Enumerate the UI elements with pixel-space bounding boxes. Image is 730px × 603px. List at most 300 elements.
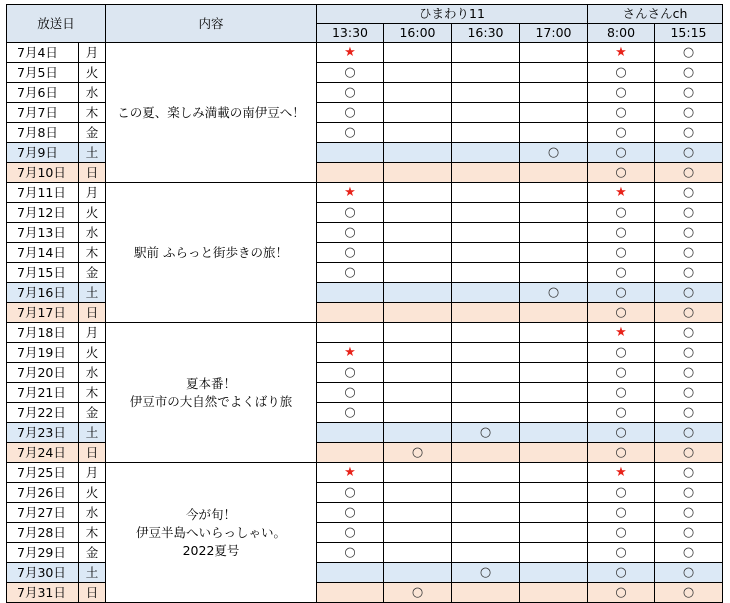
cell-slot: [317, 243, 384, 263]
cell-slot: [520, 103, 588, 123]
circle-mark-icon: ○: [344, 125, 356, 140]
cell-slot: [520, 403, 588, 423]
circle-mark-icon: ○: [479, 565, 492, 580]
cell-day-of-week: 水: [79, 503, 106, 523]
circle-mark-icon: ○: [615, 345, 627, 360]
circle-mark-icon: ○: [682, 85, 695, 100]
circle-mark-icon: ○: [682, 565, 695, 580]
cell-slot: [588, 343, 655, 363]
cell-slot: [317, 343, 384, 363]
cell-day-of-week: 土: [79, 563, 106, 583]
cell-slot: [588, 123, 655, 143]
header-time: 17:00: [520, 24, 588, 43]
cell-day-of-week: 水: [79, 83, 106, 103]
circle-mark-icon: ○: [615, 285, 627, 300]
cell-slot: [520, 363, 588, 383]
cell-slot: [588, 163, 655, 183]
cell-slot: [384, 163, 452, 183]
circle-mark-icon: ○: [615, 145, 627, 160]
cell-slot: [520, 63, 588, 83]
cell-slot: [588, 203, 655, 223]
cell-day-of-week: 木: [79, 383, 106, 403]
circle-mark-icon: ○: [682, 185, 695, 200]
cell-date: 7月9日: [7, 143, 79, 163]
cell-slot: [520, 383, 588, 403]
cell-slot: [655, 463, 723, 483]
cell-slot: [317, 483, 384, 503]
cell-slot: [588, 563, 655, 583]
cell-slot: [452, 503, 520, 523]
circle-mark-icon: ○: [344, 365, 356, 380]
star-mark-icon: ★: [615, 465, 627, 480]
header-time: 13:30: [317, 24, 384, 43]
circle-mark-icon: ○: [344, 485, 356, 500]
cell-slot: [520, 423, 588, 443]
circle-mark-icon: ○: [615, 125, 627, 140]
cell-slot: [384, 63, 452, 83]
cell-slot: [520, 143, 588, 163]
cell-day-of-week: 木: [79, 523, 106, 543]
cell-content-title: 夏本番！ 伊豆市の大自然でよくばり旅: [106, 323, 317, 463]
cell-slot: [384, 283, 452, 303]
cell-slot: [317, 263, 384, 283]
circle-mark-icon: ○: [682, 105, 695, 120]
table-row: [7, 323, 723, 343]
cell-slot: [588, 103, 655, 123]
cell-slot: [452, 43, 520, 63]
circle-mark-icon: ○: [615, 245, 627, 260]
cell-content-title: 駅前 ふらっと街歩きの旅！: [106, 183, 317, 323]
cell-slot: [655, 543, 723, 563]
cell-date: 7月23日: [7, 423, 79, 443]
cell-slot: [317, 463, 384, 483]
cell-slot: [384, 523, 452, 543]
cell-day-of-week: 火: [79, 483, 106, 503]
cell-slot: [384, 263, 452, 283]
header-time: 16:30: [452, 24, 520, 43]
cell-date: 7月14日: [7, 243, 79, 263]
cell-date: 7月30日: [7, 563, 79, 583]
circle-mark-icon: ○: [615, 485, 627, 500]
cell-day-of-week: 火: [79, 343, 106, 363]
cell-slot: [384, 143, 452, 163]
cell-slot: [655, 83, 723, 103]
cell-slot: [655, 283, 723, 303]
cell-slot: [520, 83, 588, 103]
cell-slot: [384, 383, 452, 403]
cell-slot: [655, 323, 723, 343]
cell-slot: [452, 443, 520, 463]
circle-mark-icon: ○: [344, 65, 356, 80]
circle-mark-icon: ○: [344, 545, 356, 560]
cell-slot: [588, 543, 655, 563]
cell-slot: [520, 583, 588, 603]
cell-day-of-week: 水: [79, 363, 106, 383]
cell-slot: [655, 523, 723, 543]
circle-mark-icon: ○: [615, 225, 627, 240]
cell-date: 7月25日: [7, 463, 79, 483]
cell-slot: [655, 303, 723, 323]
circle-mark-icon: ○: [682, 485, 695, 500]
cell-slot: [588, 183, 655, 203]
cell-slot: [452, 303, 520, 323]
cell-slot: [384, 323, 452, 343]
cell-date: 7月22日: [7, 403, 79, 423]
cell-slot: [520, 563, 588, 583]
circle-mark-icon: ○: [682, 545, 695, 560]
cell-slot: [520, 263, 588, 283]
circle-mark-icon: ○: [615, 505, 627, 520]
cell-slot: [655, 223, 723, 243]
cell-slot: [520, 223, 588, 243]
circle-mark-icon: ○: [344, 225, 356, 240]
cell-slot: [588, 63, 655, 83]
cell-slot: [317, 283, 384, 303]
cell-day-of-week: 土: [79, 423, 106, 443]
circle-mark-icon: ○: [682, 265, 695, 280]
cell-slot: [384, 543, 452, 563]
star-mark-icon: ★: [615, 185, 627, 200]
table-header: [7, 5, 723, 43]
cell-slot: [452, 263, 520, 283]
cell-slot: [520, 123, 588, 143]
cell-slot: [655, 403, 723, 423]
circle-mark-icon: ○: [682, 285, 695, 300]
cell-day-of-week: 土: [79, 143, 106, 163]
cell-slot: [452, 183, 520, 203]
cell-day-of-week: 月: [79, 183, 106, 203]
cell-date: 7月15日: [7, 263, 79, 283]
cell-slot: [317, 323, 384, 343]
cell-date: 7月27日: [7, 503, 79, 523]
circle-mark-icon: ○: [682, 505, 695, 520]
cell-slot: [588, 303, 655, 323]
cell-slot: [317, 83, 384, 103]
cell-day-of-week: 火: [79, 63, 106, 83]
cell-slot: [655, 103, 723, 123]
cell-slot: [317, 503, 384, 523]
cell-slot: [384, 303, 452, 323]
cell-slot: [655, 143, 723, 163]
cell-day-of-week: 月: [79, 463, 106, 483]
cell-slot: [452, 343, 520, 363]
header-content: 内容: [106, 5, 317, 43]
cell-slot: [520, 523, 588, 543]
cell-slot: [384, 403, 452, 423]
circle-mark-icon: ○: [682, 305, 695, 320]
circle-mark-icon: ○: [344, 385, 356, 400]
cell-slot: [452, 123, 520, 143]
cell-slot: [452, 583, 520, 603]
cell-slot: [655, 183, 723, 203]
circle-mark-icon: ○: [682, 585, 695, 600]
schedule-wrapper: [6, 4, 723, 603]
circle-mark-icon: ○: [615, 65, 627, 80]
cell-content-title: 今が旬！ 伊豆半島へいらっしゃい。 2022夏号: [106, 463, 317, 603]
circle-mark-icon: ○: [682, 385, 695, 400]
cell-slot: [384, 203, 452, 223]
cell-slot: [588, 263, 655, 283]
star-mark-icon: ★: [344, 45, 356, 60]
cell-slot: [384, 423, 452, 443]
cell-day-of-week: 木: [79, 243, 106, 263]
cell-slot: [317, 43, 384, 63]
circle-mark-icon: ○: [615, 265, 627, 280]
cell-slot: [520, 463, 588, 483]
cell-slot: [384, 583, 452, 603]
circle-mark-icon: ○: [615, 525, 627, 540]
cell-date: 7月20日: [7, 363, 79, 383]
cell-slot: [655, 423, 723, 443]
circle-mark-icon: ○: [344, 525, 356, 540]
cell-slot: [452, 543, 520, 563]
circle-mark-icon: ○: [615, 405, 627, 420]
cell-slot: [520, 283, 588, 303]
cell-slot: [588, 443, 655, 463]
star-mark-icon: ★: [615, 45, 627, 60]
cell-date: 7月24日: [7, 443, 79, 463]
circle-mark-icon: ○: [682, 165, 695, 180]
circle-mark-icon: ○: [411, 445, 424, 460]
cell-slot: [317, 363, 384, 383]
cell-slot: [452, 463, 520, 483]
cell-slot: [384, 43, 452, 63]
cell-slot: [588, 463, 655, 483]
cell-slot: [452, 403, 520, 423]
cell-slot: [588, 423, 655, 443]
cell-date: 7月29日: [7, 543, 79, 563]
cell-slot: [452, 283, 520, 303]
cell-slot: [452, 223, 520, 243]
circle-mark-icon: ○: [547, 145, 560, 160]
circle-mark-icon: ○: [615, 205, 627, 220]
circle-mark-icon: ○: [615, 545, 627, 560]
cell-slot: [384, 103, 452, 123]
cell-slot: [588, 503, 655, 523]
cell-slot: [588, 583, 655, 603]
cell-slot: [384, 183, 452, 203]
cell-slot: [317, 523, 384, 543]
circle-mark-icon: ○: [682, 465, 695, 480]
circle-mark-icon: ○: [682, 345, 695, 360]
cell-slot: [520, 183, 588, 203]
cell-slot: [384, 503, 452, 523]
star-mark-icon: ★: [344, 345, 356, 360]
circle-mark-icon: ○: [682, 125, 695, 140]
circle-mark-icon: ○: [344, 245, 356, 260]
cell-slot: [655, 383, 723, 403]
cell-slot: [317, 63, 384, 83]
cell-slot: [520, 343, 588, 363]
cell-slot: [452, 483, 520, 503]
cell-slot: [520, 43, 588, 63]
cell-slot: [588, 223, 655, 243]
cell-day-of-week: 日: [79, 443, 106, 463]
header-time: 16:00: [384, 24, 452, 43]
circle-mark-icon: ○: [411, 585, 424, 600]
cell-slot: [655, 503, 723, 523]
table-row: [7, 463, 723, 483]
cell-date: 7月8日: [7, 123, 79, 143]
circle-mark-icon: ○: [615, 365, 627, 380]
cell-slot: [452, 163, 520, 183]
cell-slot: [452, 363, 520, 383]
cell-date: 7月31日: [7, 583, 79, 603]
cell-slot: [317, 303, 384, 323]
cell-day-of-week: 月: [79, 323, 106, 343]
circle-mark-icon: ○: [682, 365, 695, 380]
cell-slot: [384, 343, 452, 363]
cell-date: 7月7日: [7, 103, 79, 123]
cell-slot: [655, 123, 723, 143]
cell-date: 7月11日: [7, 183, 79, 203]
cell-date: 7月5日: [7, 63, 79, 83]
star-mark-icon: ★: [615, 325, 627, 340]
circle-mark-icon: ○: [479, 425, 492, 440]
cell-day-of-week: 金: [79, 263, 106, 283]
cell-slot: [588, 523, 655, 543]
cell-slot: [588, 383, 655, 403]
circle-mark-icon: ○: [615, 445, 627, 460]
cell-slot: [317, 183, 384, 203]
circle-mark-icon: ○: [615, 565, 627, 580]
circle-mark-icon: ○: [682, 245, 695, 260]
cell-slot: [520, 543, 588, 563]
cell-slot: [520, 163, 588, 183]
cell-day-of-week: 金: [79, 543, 106, 563]
cell-slot: [588, 283, 655, 303]
header-channel-sansan: さんさんch: [588, 5, 723, 24]
circle-mark-icon: ○: [615, 165, 627, 180]
circle-mark-icon: ○: [615, 85, 627, 100]
circle-mark-icon: ○: [682, 325, 695, 340]
cell-day-of-week: 火: [79, 203, 106, 223]
table-row: [7, 43, 723, 63]
circle-mark-icon: ○: [344, 105, 356, 120]
cell-slot: [520, 323, 588, 343]
cell-slot: [317, 543, 384, 563]
cell-slot: [520, 303, 588, 323]
cell-date: 7月18日: [7, 323, 79, 343]
cell-slot: [655, 363, 723, 383]
cell-date: 7月26日: [7, 483, 79, 503]
cell-slot: [452, 83, 520, 103]
circle-mark-icon: ○: [615, 305, 627, 320]
cell-slot: [317, 583, 384, 603]
cell-slot: [588, 323, 655, 343]
cell-slot: [588, 43, 655, 63]
broadcast-schedule-table: [6, 4, 723, 603]
cell-slot: [520, 243, 588, 263]
cell-slot: [520, 443, 588, 463]
cell-slot: [452, 383, 520, 403]
circle-mark-icon: ○: [615, 425, 627, 440]
header-time: 15:15: [655, 24, 723, 43]
cell-day-of-week: 日: [79, 163, 106, 183]
circle-mark-icon: ○: [682, 225, 695, 240]
circle-mark-icon: ○: [344, 265, 356, 280]
circle-mark-icon: ○: [682, 445, 695, 460]
cell-date: 7月10日: [7, 163, 79, 183]
cell-slot: [384, 363, 452, 383]
cell-slot: [384, 123, 452, 143]
cell-slot: [588, 143, 655, 163]
cell-slot: [317, 203, 384, 223]
circle-mark-icon: ○: [344, 85, 356, 100]
cell-slot: [452, 143, 520, 163]
cell-slot: [317, 423, 384, 443]
cell-date: 7月17日: [7, 303, 79, 323]
star-mark-icon: ★: [344, 465, 356, 480]
cell-slot: [384, 563, 452, 583]
cell-slot: [588, 483, 655, 503]
cell-slot: [317, 443, 384, 463]
table-row: [7, 183, 723, 203]
cell-slot: [588, 243, 655, 263]
cell-slot: [452, 523, 520, 543]
cell-date: 7月12日: [7, 203, 79, 223]
cell-slot: [317, 163, 384, 183]
cell-slot: [317, 383, 384, 403]
cell-slot: [655, 443, 723, 463]
cell-day-of-week: 金: [79, 403, 106, 423]
cell-day-of-week: 土: [79, 283, 106, 303]
cell-date: 7月4日: [7, 43, 79, 63]
circle-mark-icon: ○: [344, 205, 356, 220]
cell-slot: [384, 83, 452, 103]
cell-slot: [655, 563, 723, 583]
cell-day-of-week: 日: [79, 303, 106, 323]
cell-day-of-week: 月: [79, 43, 106, 63]
header-date: 放送日: [7, 5, 106, 43]
circle-mark-icon: ○: [615, 385, 627, 400]
cell-slot: [588, 83, 655, 103]
circle-mark-icon: ○: [682, 205, 695, 220]
cell-slot: [520, 503, 588, 523]
cell-slot: [655, 203, 723, 223]
cell-slot: [588, 403, 655, 423]
cell-date: 7月21日: [7, 383, 79, 403]
cell-slot: [317, 403, 384, 423]
circle-mark-icon: ○: [682, 65, 695, 80]
header-channel-himawari: ひまわり11: [317, 5, 588, 24]
cell-day-of-week: 木: [79, 103, 106, 123]
cell-slot: [655, 63, 723, 83]
cell-slot: [655, 243, 723, 263]
cell-slot: [452, 63, 520, 83]
cell-slot: [384, 443, 452, 463]
cell-slot: [520, 483, 588, 503]
cell-slot: [655, 263, 723, 283]
circle-mark-icon: ○: [682, 425, 695, 440]
cell-slot: [384, 483, 452, 503]
cell-slot: [655, 163, 723, 183]
circle-mark-icon: ○: [682, 525, 695, 540]
cell-slot: [384, 243, 452, 263]
star-mark-icon: ★: [344, 185, 356, 200]
cell-slot: [317, 123, 384, 143]
cell-date: 7月6日: [7, 83, 79, 103]
cell-date: 7月19日: [7, 343, 79, 363]
cell-slot: [452, 103, 520, 123]
cell-slot: [317, 223, 384, 243]
cell-slot: [384, 463, 452, 483]
cell-content-title: この夏、楽しみ満載の南伊豆へ！: [106, 43, 317, 183]
table-body: [7, 43, 723, 603]
cell-slot: [317, 563, 384, 583]
cell-date: 7月28日: [7, 523, 79, 543]
cell-slot: [520, 203, 588, 223]
